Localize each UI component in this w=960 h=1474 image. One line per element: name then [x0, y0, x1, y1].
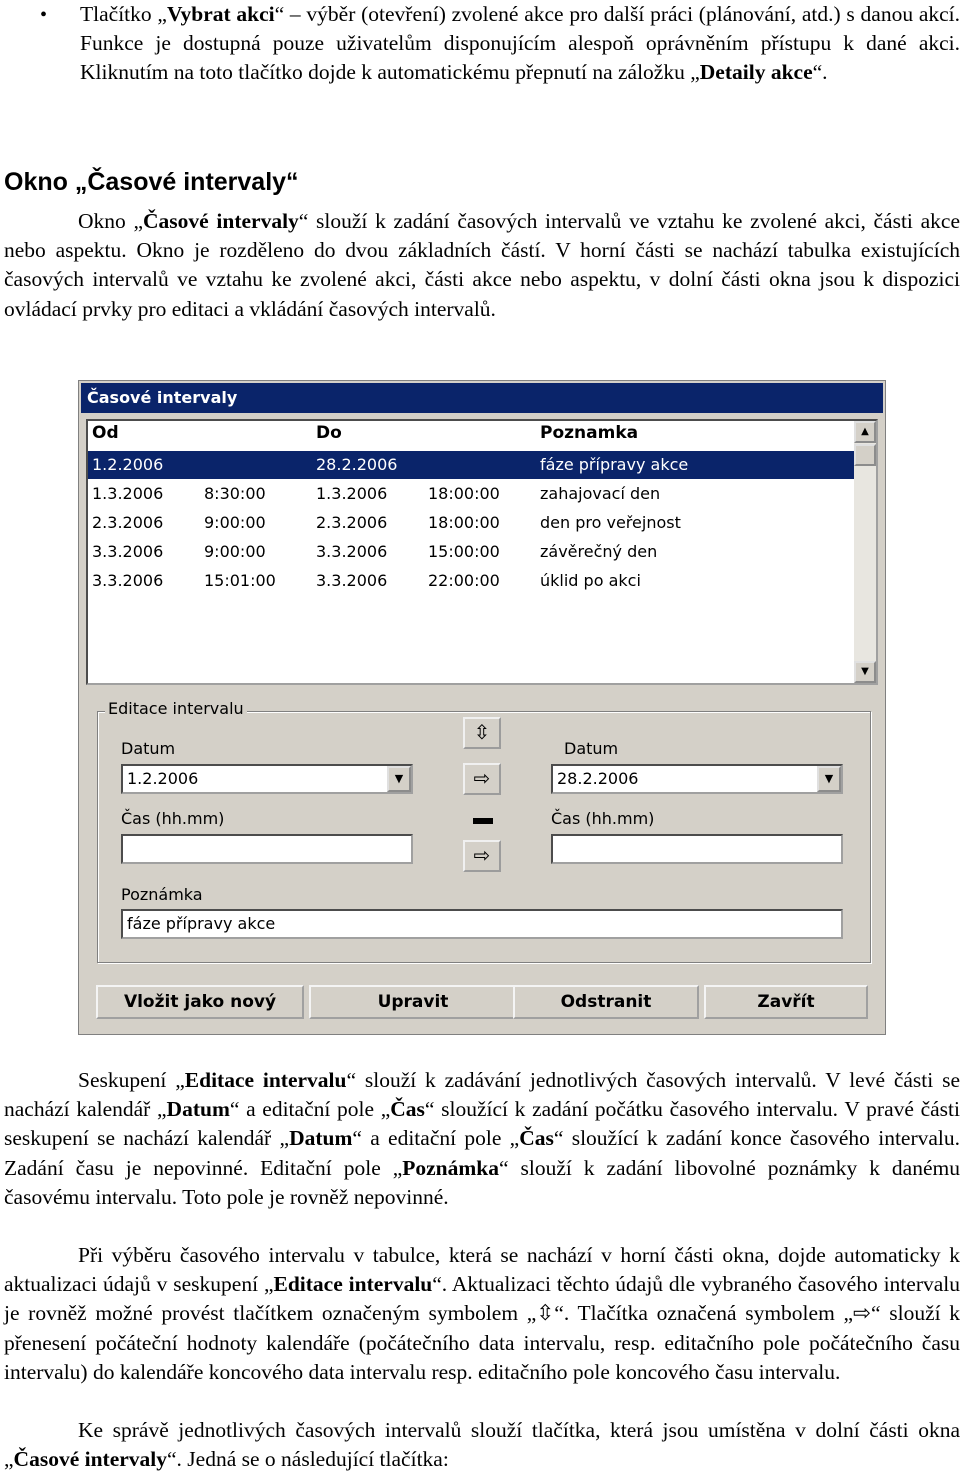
section-heading: Okno „Časové intervaly“ [4, 168, 299, 196]
right-time-label: Čas (hh.mm) [551, 809, 655, 828]
table-row[interactable] [88, 538, 856, 566]
delete-button[interactable]: Odstranit [513, 985, 699, 1019]
cell-note: zahajovací den [540, 484, 661, 503]
up-down-arrow-icon: ⇳ [473, 720, 491, 744]
close-button[interactable]: Zavřít [704, 985, 868, 1019]
scroll-up-icon[interactable]: ▲ [854, 421, 876, 443]
scroll-down-icon[interactable]: ▼ [854, 661, 876, 683]
cell-do-date: 3.3.2006 [316, 542, 388, 561]
right-arrow-icon: ⇨ [853, 1301, 872, 1326]
intervals-table[interactable] [86, 419, 878, 685]
left-date-combo[interactable] [121, 764, 413, 794]
chevron-down-icon[interactable]: ▼ [817, 766, 841, 792]
update-button[interactable]: Upravit [309, 985, 517, 1019]
left-time-input[interactable] [121, 834, 413, 864]
scroll-thumb[interactable] [854, 444, 876, 466]
right-time-input[interactable] [551, 834, 843, 864]
copy-date-button[interactable] [463, 763, 501, 795]
paragraph-selection: Při výběru časového intervalu v tabulce, která se nachází v horní části okna, dojde automaticky k aktualizaci údajů v seskupení „Editace intervalu“. Aktualizaci těchto údajů dle vybraného časového intervalu je rovněž možné provést tlačítkem označeným symbolem „⇳“. Tlačítka označená symbolem „⇨“ slouží k přenesení počáteční hodnoty kalendáře (počátečního data intervalu, resp. editačního pole počátečního času intervalu) do kalendáře koncového data intervalu resp. editačního pole koncového času intervalu. [4, 1243, 960, 1384]
right-date-label: Datum [564, 739, 619, 758]
left-date-value: 1.2.2006 [127, 769, 199, 788]
table-row[interactable] [88, 567, 856, 595]
insert-new-button[interactable]: Vložit jako nový [96, 985, 304, 1019]
column-od[interactable]: Od [92, 423, 119, 443]
cell-od-date: 1.2.2006 [92, 455, 164, 474]
note-input[interactable]: fáze přípravy akce [121, 909, 843, 939]
table-scrollbar[interactable] [854, 421, 876, 683]
window-title: Časové intervaly [81, 383, 883, 413]
right-date-value: 28.2.2006 [557, 769, 639, 788]
table-row[interactable] [88, 480, 856, 508]
copy-time-button[interactable] [463, 840, 501, 872]
left-date-label: Datum [121, 739, 176, 758]
table-header [88, 421, 856, 450]
right-arrow-icon: ⇨ [473, 766, 491, 790]
cell-do-date: 28.2.2006 [316, 455, 398, 474]
right-arrow-icon: ⇨ [473, 843, 491, 867]
casove-intervaly-window [78, 380, 886, 1035]
cell-od-time: 9:00:00 [204, 513, 266, 532]
cell-od-date: 1.3.2006 [92, 484, 164, 503]
cell-do-time: 18:00:00 [428, 484, 500, 503]
edit-interval-legend: Editace intervalu [105, 699, 247, 718]
sync-interval-button[interactable] [463, 717, 501, 749]
cell-do-date: 3.3.2006 [316, 571, 388, 590]
table-row[interactable] [88, 451, 856, 479]
cell-od-time: 9:00:00 [204, 542, 266, 561]
cell-od-time: 15:01:00 [204, 571, 276, 590]
intro-paragraph: Okno „Časové intervaly“ slouží k zadání časových intervalů ve vztahu ke zvolené akci, části akce nebo aspektu. Okno je rozděleno do dvou základních částí. V horní části se nachází tabulka existujících časových intervalů ve vztahu ke zvolené akci, části akce nebo aspektu, v dolní části okna jsou k dispozici ovládací prvky pro editaci a vkládání časových intervalů. [4, 209, 960, 321]
up-down-arrow-icon: ⇳ [536, 1301, 555, 1326]
bullet-text: Tlačítko „Vybrat akci“ – výběr (otevření) zvolené akce pro další práci (plánování, atd.) s danou akcí. Funkce je dostupná pouze uživatelům disponujícím alespoň oprávněním přístupu k dané akci. Kliknutím na toto tlačítko dojde k automatickému přepnutí na záložku „Detaily akce“. [80, 2, 960, 85]
cell-note: závěrečný den [540, 542, 658, 561]
cell-do-time: 18:00:00 [428, 513, 500, 532]
paragraph-edit-group: Seskupení „Editace intervalu“ slouží k zadávání jednotlivých časových intervalů. V levé části se nachází kalendář „Datum“ a editační pole „Čas“ sloužící k zadání počátku časového intervalu. V pravé části seskupení se nachází kalendář „Datum“ a editační pole „Čas“ sloužící k zadání konce časového intervalu. Zadání času je nepovinné. Editační pole „Poznámka“ slouží k zadání libovolné poznámky k danému časovému intervalu. Toto pole je rovněž nepovinné. [4, 1068, 960, 1209]
column-do[interactable]: Do [316, 423, 342, 443]
cell-do-date: 2.3.2006 [316, 513, 388, 532]
cell-od-date: 2.3.2006 [92, 513, 164, 532]
left-time-label: Čas (hh.mm) [121, 809, 225, 828]
cell-od-time: 8:30:00 [204, 484, 266, 503]
cell-od-date: 3.3.2006 [92, 542, 164, 561]
note-label: Poznámka [121, 885, 203, 904]
cell-do-date: 1.3.2006 [316, 484, 388, 503]
cell-note: den pro veřejnost [540, 513, 681, 532]
paragraph-buttons-intro: Ke správě jednotlivých časových intervalů slouží tlačítka, která jsou umístěna v dolní části okna „Časové intervaly“. Jedná se o následující tlačítka: [4, 1418, 960, 1472]
chevron-down-icon[interactable]: ▼ [387, 766, 411, 792]
table-row[interactable] [88, 509, 856, 537]
cell-od-date: 3.3.2006 [92, 571, 164, 590]
bullet-marker: • [40, 4, 48, 26]
cell-note: úklid po akci [540, 571, 641, 590]
column-poznamka[interactable]: Poznamka [540, 423, 639, 443]
cell-do-time: 22:00:00 [428, 571, 500, 590]
right-date-combo[interactable] [551, 764, 843, 794]
cell-do-time: 15:00:00 [428, 542, 500, 561]
cell-note: fáze přípravy akce [540, 455, 689, 474]
dash-separator [473, 818, 493, 824]
